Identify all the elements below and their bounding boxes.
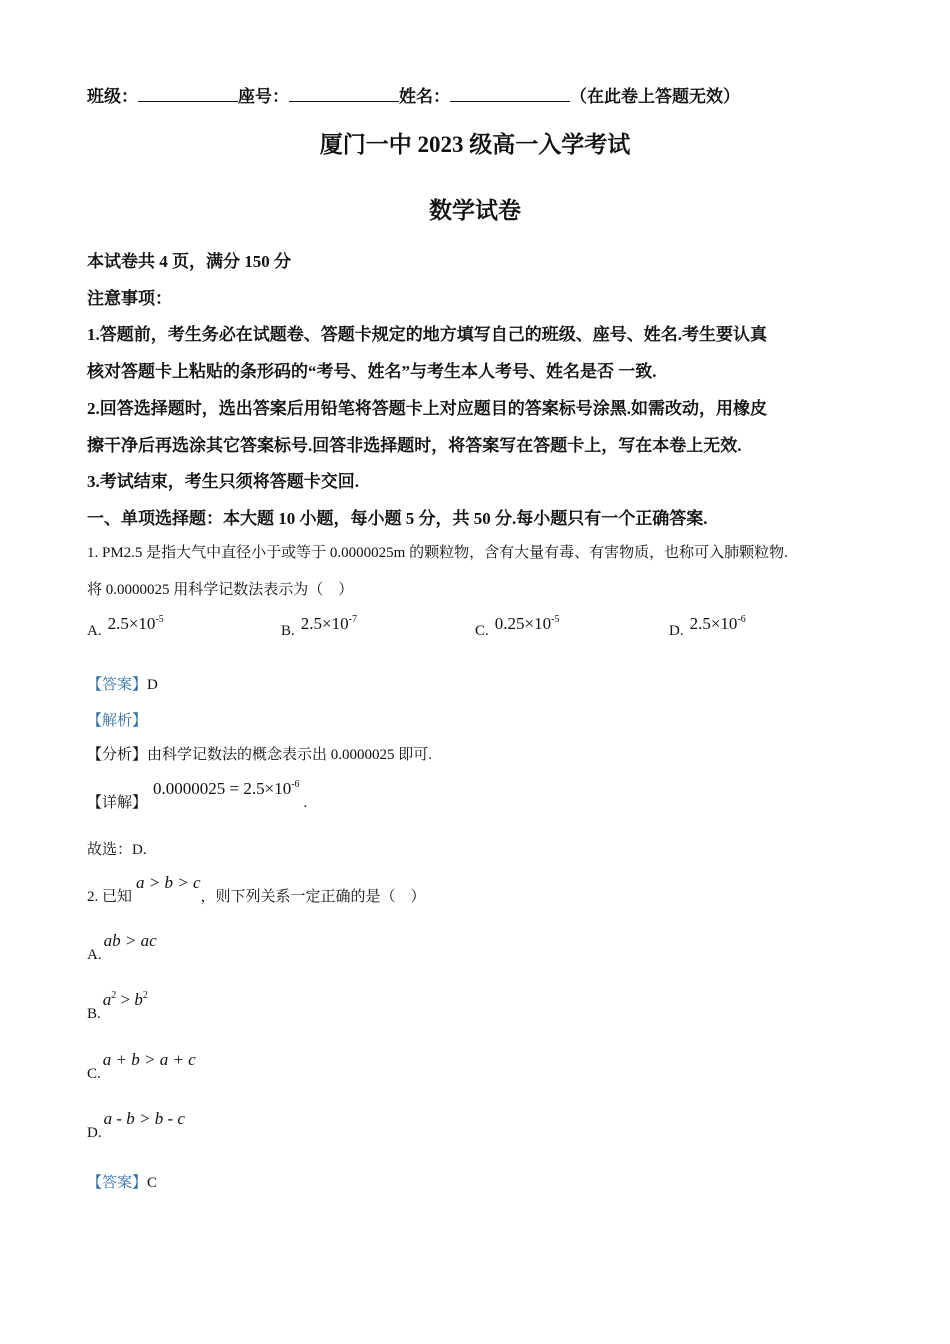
- q2-condition: a > b > c: [136, 873, 201, 892]
- section-heading: 一、单项选择题：本大题 10 小题，每小题 5 分，共 50 分.每小题只有一个正确答案.: [87, 509, 708, 528]
- option-label: C.: [475, 623, 489, 639]
- q1-option-d: [669, 614, 746, 639]
- q1-detail: [87, 778, 308, 811]
- name-blank: [450, 87, 570, 102]
- answer-tag: 【答案】: [87, 1175, 148, 1191]
- seat-label: 座号：: [238, 87, 289, 106]
- option-math: $a^2 > b^2$: [102, 990, 148, 1009]
- name-label: 姓名：: [399, 87, 450, 106]
- exam-info: 本试卷共 4 页，满分 150 分: [87, 252, 291, 271]
- notice-line: 1.答题前，考生务必在试题卷、答题卡规定的地方填写自己的班级、座号、姓名.考生要认真: [87, 325, 767, 344]
- option-math: ab > ac: [103, 931, 157, 950]
- option-math: $0.25\times 10^{-5}$: [494, 614, 560, 633]
- option-label: D.: [87, 1125, 102, 1141]
- option-math: a - b > b - c: [103, 1109, 185, 1128]
- notice-line: 2.回答选择题时，选出答案后用铅笔将答题卡上对应题目的答案标号涂黑.如需改动，用橡皮: [87, 399, 767, 418]
- seat-blank: [289, 87, 399, 102]
- q1-option-b: [281, 614, 357, 639]
- q2-option-d: [87, 1109, 185, 1141]
- detail-period: .: [303, 795, 308, 811]
- answer-tag: 【答案】: [87, 677, 148, 693]
- fenxi-tag: 【分析】: [87, 747, 148, 763]
- student-info-line: [87, 82, 740, 107]
- notice-heading: 注意事项：: [87, 289, 172, 308]
- option-label: D.: [669, 623, 684, 639]
- q1-fenxi: [87, 743, 432, 764]
- option-math: a + b > a + c: [102, 1050, 196, 1069]
- q1-analysis-tag: 【解析】: [87, 713, 148, 729]
- answer-value: C: [147, 1175, 158, 1191]
- q2-option-b: [87, 990, 148, 1022]
- answer-value: D: [147, 677, 158, 693]
- option-label: C.: [87, 1066, 101, 1082]
- class-blank: [138, 87, 238, 102]
- option-math: $2.5\times 10^{-7}$: [300, 614, 357, 633]
- notice-line: 核对答题卡上粘贴的条形码的“考号、姓名”与考生本人考号、姓名是否 一致.: [87, 362, 657, 381]
- q1-answer: [87, 673, 158, 694]
- q1-conclusion: 故选：D.: [87, 842, 147, 858]
- q2-option-a: [87, 931, 157, 963]
- notice-line: 擦干净后再选涂其它答案标号.回答非选择题时，将答案写在答题卡上，写在本卷上无效.: [87, 436, 742, 455]
- q2-stem: [87, 872, 426, 905]
- option-label: B.: [87, 1006, 101, 1022]
- q1-option-a: [87, 614, 164, 639]
- option-label: A.: [87, 623, 102, 639]
- q2-suffix: ，则下列关系一定正确的是（ ）: [200, 889, 426, 905]
- class-label: 班级：: [87, 87, 138, 106]
- option-label: B.: [281, 623, 295, 639]
- invalid-note: （在此卷上答题无效）: [570, 87, 740, 106]
- option-label: A.: [87, 947, 102, 963]
- fenxi-text: 由科学记数法的概念表示出 0.0000025 即可.: [147, 747, 433, 763]
- notice-line: 3.考试结束，考生只须将答题卡交回.: [87, 472, 359, 491]
- exam-title: 厦门一中 2023 级高一入学考试: [319, 132, 631, 157]
- exam-subtitle: 数学试卷: [429, 198, 521, 223]
- q1-stem-line1: 1. PM2.5 是指大气中直径小于或等于 0.0000025m 的颗粒物，含有大量有毒、有害物质，也称可入肺颗粒物.: [87, 545, 788, 561]
- option-math: $2.5\times 10^{-6}$: [689, 614, 746, 633]
- detail-math: $0.0000025 = 2.5\times 10^{-6}$: [153, 779, 300, 798]
- option-math: $2.5\times 10^{-5}$: [107, 614, 164, 633]
- q2-answer: [87, 1171, 157, 1192]
- q2-option-c: [87, 1050, 196, 1082]
- q1-option-c: [475, 614, 560, 639]
- q2-prefix: 2. 已知: [87, 889, 133, 905]
- detail-tag: 【详解】: [87, 795, 148, 811]
- q1-stem-line2: 将 0.0000025 用科学记数法表示为（ ）: [87, 582, 354, 598]
